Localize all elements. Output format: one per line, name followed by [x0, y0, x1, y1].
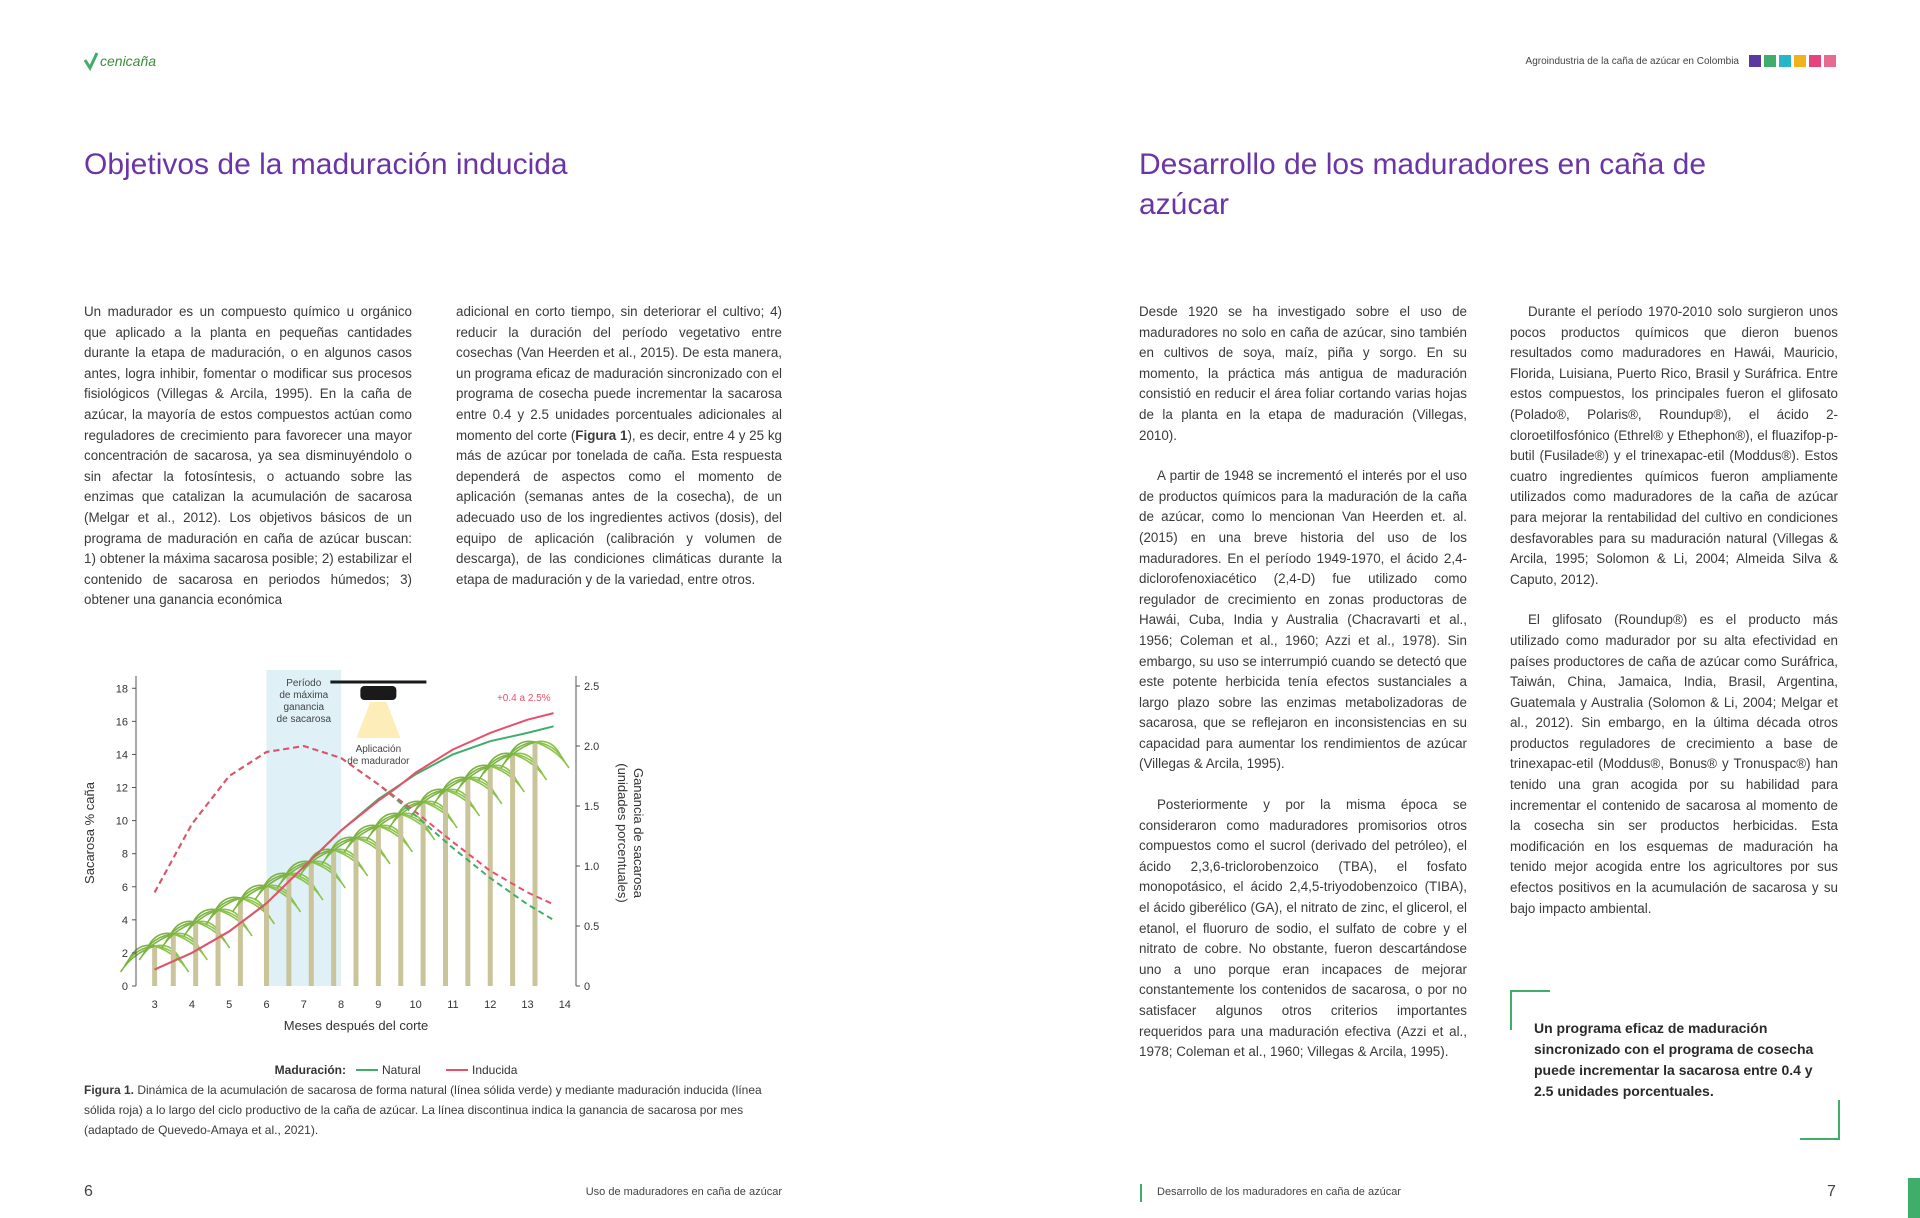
period-annotation: ganancia	[283, 702, 325, 713]
x-tick-label: 4	[188, 999, 195, 1011]
y2-tick-label: 0	[584, 981, 591, 993]
swatch	[1809, 55, 1821, 67]
swatch	[1764, 55, 1776, 67]
footer-title: Uso de maduradores en caña de azúcar	[585, 1186, 782, 1198]
cane-leaf	[490, 766, 524, 792]
y2-label-line: (unidades porcentuales)	[615, 763, 630, 903]
legend-label: Inducida	[472, 1063, 518, 1077]
page-title-left: Objetivos de la maduración inducida	[84, 148, 568, 181]
pull-quote	[1510, 990, 1840, 1140]
y-tick-label: 0	[121, 981, 128, 993]
sucrose-chart-svg	[84, 660, 784, 1080]
figure-caption	[84, 1080, 784, 1140]
x-tick-label: 12	[484, 999, 497, 1011]
cane-leaf	[378, 826, 408, 846]
corner-tab	[1908, 1178, 1920, 1218]
caption-text: Dinámica de la acumulación de sacarosa de forma natural (línea sólida verde) y mediante maduración inducida (línea sólida roja) a lo largo del ciclo productivo de la caña de azúcar. La línea discontinua indica la ganancia de sacarosa por mes (adaptado de Quevedo-Amaya et al., 2021).	[84, 1083, 762, 1137]
cane-leaf	[356, 838, 386, 858]
cane-leaf	[173, 934, 203, 954]
page-number: 6	[84, 1183, 93, 1200]
legend-label: Natural	[382, 1063, 421, 1077]
cane-leaf	[378, 826, 412, 852]
publication-title: Agroindustria de la caña de azúcar en Colombia	[1525, 55, 1739, 67]
cane-leaf	[513, 754, 547, 780]
y-axis-label: Sacarosa % caña	[82, 782, 97, 884]
footer-accent-bar	[1140, 1184, 1142, 1202]
paragraph	[456, 302, 782, 590]
paragraph: Posteriormente y por la misma época se consideraron como maduradores promisorios otros compuestos como el sucrol (derivado del petróleo), el ácido 2,3,6-triclorobenzoico (TBA), el fosfato monopotásico, el ácido 2,4,5-triyodobenzoico (TIBA), el ácido giberélico (GA), el nitrato de zinc, el glicerol, el etanol, el fluoruro de sodio, el sulfato de cobre y el nitrato de cobre. No obstante, fueron descartándose uno a uno porque eran incapaces de mejorar constantemente los contenidos de sacarosa, o por no satisfacer algunos otros criterios importantes requeridos para una maduración efectiva (Azzi et al., 1978; Coleman et al., 1960; Villegas & Arcila, 1995).	[1139, 797, 1467, 1060]
cane-leaf	[196, 922, 226, 942]
x-tick-label: 11	[447, 999, 459, 1011]
cane-leaf	[218, 910, 252, 936]
y-tick-label: 18	[115, 683, 128, 696]
text-run: adicional en corto tiempo, sin deteriorar el cultivo; 4) reducir la duración del período vegetativo entre cosechas (Van Heerden et al., 2015). De esta manera, un programa eficaz de maduración sincronizado con el programa de cosecha puede incrementar la sacarosa entre 0.4 y 2.5 unidades porcentuales adicionales al momento del corte (	[456, 304, 782, 443]
leaf-check-icon	[84, 52, 98, 70]
cane-leaf	[125, 946, 155, 966]
paragraph: El glifosato (Roundup®) es el producto más utilizado como madurador por su alta efectividad en países productores de caña de azúcar como Suráfrica, Taiwán, China, Jamaica, India, Brasil, Argentina, Guatemala y Australia (Solomon & Li, 2004; Melgar et al., 2012). Sin embargo, en la última década otros productos reguladores de crecimiento a base de trinexapac-etil (Moddus®, Bonus® y Tronuspac®) han tenido una gran acogida por su habilidad para incrementar el contenido de sacarosa al momento de la cosecha sin ser productos herbicidas. Esta modificación en los esquemas de maduración ha tenido mejor acogida entre los agricultores por sus efectos positivos en la acumulación de sacarosa y su bajo impacto ambiental.	[1510, 612, 1838, 916]
cane-leaf	[490, 766, 520, 786]
y2-tick-label: 0.5	[584, 921, 600, 933]
quote-text: Un programa eficaz de maduración sincronizado con el programa de cosecha puede incrementar la sacarosa entre 0.4 y 2.5 unidades porcentuales.	[1534, 1020, 1814, 1099]
paragraph: Un madurador es un compuesto químico u orgánico que aplicado a la planta en pequeñas cantidades durante la etapa de maduración, o en algunos casos antes, logra inhibir, fomentar o modificar sus procesos fisiológicos (Villegas & Arcila, 1995). En la caña de azúcar, la mayoría de estos compuestos actúan como reguladores de crecimiento para favorecer una mayor concentración de sacarosa, ya sea disminuyéndolo o sin afectar la fotosíntesis, o actuando sobre las enzimas que catalizan la acumulación de sacarosa (Melgar et al., 2012). Los objetivos básicos de un programa de maduración en caña de azúcar buscan: 1) obtener la máxima sacarosa posible; 2) estabilizar el contenido de sacarosa en periodos húmedos; 3) obtener una ganancia económica	[84, 304, 412, 608]
page-number: 7	[1827, 1183, 1836, 1200]
right-column-2	[1510, 302, 1838, 939]
cane-leaf	[423, 802, 457, 828]
period-annotation: Período	[286, 678, 322, 689]
swatch	[1824, 55, 1836, 67]
running-header	[1526, 55, 1836, 67]
y2-label-line: Ganancia de sacarosa	[631, 767, 646, 899]
x-tick-label: 5	[226, 999, 233, 1011]
figure-1-chart	[84, 660, 784, 1080]
swatch	[1749, 55, 1761, 67]
cane-leaf	[423, 802, 453, 822]
y-tick-label: 6	[121, 881, 128, 894]
footer-title: Desarrollo de los maduradores en caña de azúcar	[1157, 1186, 1401, 1198]
cane-leaf	[445, 790, 479, 816]
application-annotation: de madurador	[347, 756, 410, 767]
cane-leaf	[535, 742, 569, 768]
left-column-2	[456, 302, 782, 610]
quote-bracket-bottom-right	[1800, 1100, 1840, 1140]
y-tick-label: 10	[115, 815, 128, 828]
x-tick-label: 13	[521, 999, 534, 1011]
x-tick-label: 9	[375, 999, 382, 1011]
y-tick-label: 2	[121, 947, 128, 960]
y-tick-label: 12	[115, 782, 128, 795]
y2-tick-label: 2.5	[584, 681, 600, 693]
drone-icon	[360, 686, 396, 700]
y-tick-label: 4	[121, 914, 128, 927]
cane-leaf	[468, 778, 498, 798]
left-column-1	[84, 302, 412, 631]
y2-tick-label: 2.0	[584, 741, 600, 753]
cane-leaf	[505, 742, 535, 762]
right-column-1	[1139, 302, 1467, 1083]
figure-reference: Figura 1	[575, 427, 628, 443]
x-tick-label: 10	[409, 999, 422, 1011]
cane-leaf	[445, 790, 475, 810]
x-tick-label: 7	[300, 999, 307, 1011]
spray-cone	[356, 702, 400, 738]
paragraph: Durante el período 1970-2010 solo surgieron unos pocos productos químicos que dieron buenos resultados como maduradores en Hawái, Mauricio, Florida, Luisiana, Puerto Rico, Brasil y Suráfrica. Entre estos compuestos, los principales fueron el glifosato (Polado®, Polaris®, Roundup®), el ácido 2-cloroetilfosfónico (Ethrel® y Ethephon®), el fluazifop-p-butil (Fusilade®) y el trinexapac-etil (Moddus®). Estos cuatro ingredientes químicos fueron ampliamente utilizados como maduradores de la caña de azúcar para mejorar la rentabilidad del cultivo en condiciones desfavorables para su maduración natural (Villegas & Arcila, 1995; Solomon & Li, 2004; Almeida Silva & Caputo, 2012).	[1510, 304, 1838, 587]
x-tick-label: 3	[151, 999, 158, 1011]
caption-label: Figura 1.	[84, 1083, 135, 1097]
cane-leaf	[513, 754, 543, 774]
y-tick-label: 8	[121, 848, 128, 861]
x-tick-label: 8	[338, 999, 345, 1011]
y2-axis-label	[615, 763, 646, 902]
y-tick-label: 16	[115, 716, 128, 729]
color-swatches	[1749, 55, 1836, 67]
cane-leaf	[535, 742, 565, 762]
x-tick-label: 6	[263, 999, 270, 1011]
y2-tick-label: 1.0	[584, 861, 600, 873]
period-annotation: de máxima	[279, 690, 329, 701]
cane-leaf	[356, 838, 390, 864]
paragraph: A partir de 1948 se incrementó el interés por el uso de productos químicos para la maduración de la caña de azúcar, como lo mencionan Van Heerden et. al. (2015) en una breve historia del uso de los maduradores. En el período 1949-1970, el ácido 2,4-diclorofenoxiacético (2,4-D) fue utilizado como regulador de crecimiento en zonas productoras de Hawái, Cuba, India y Australia (Chacravarti et al., 1956; Coleman et al., 1960; Azzi et al., 1978). Sin embargo, su uso se interrumpió cuando se detectó que este potente herbicida tenía efectos sustanciales a largo plazo sobre las enzimas metabolizadoras de sacarosa, que se reflejaron en inconsistencias en su capacidad para aumentar los rendimientos de azúcar (Villegas & Arcila, 1995).	[1139, 468, 1467, 772]
x-tick-label: 14	[558, 999, 571, 1011]
cane-leaf	[401, 814, 431, 834]
x-axis-label: Meses después del corte	[283, 1018, 429, 1033]
cenicana-logo	[84, 52, 156, 70]
y-tick-label: 14	[115, 749, 128, 762]
cane-leaf	[468, 778, 502, 804]
logo-text: cenicaña	[100, 53, 157, 69]
swatch	[1794, 55, 1806, 67]
gain-annotation: +0.4 a 2.5%	[496, 692, 551, 704]
application-annotation: Aplicación	[355, 744, 402, 755]
y2-tick-label: 1.5	[584, 801, 600, 813]
swatch	[1779, 55, 1791, 67]
page-title-right: Desarrollo de los maduradores en caña de azúcar	[1139, 148, 1706, 221]
legend-title: Maduración:	[274, 1063, 346, 1077]
paragraph: Desde 1920 se ha investigado sobre el uso de maduradores no solo en caña de azúcar, sino también en cultivos de soya, maíz, piña y sorgo. En su momento, la práctica más antigua de maduración consistió en reducir el área foliar cortando varias hojas de la planta en la etapa de maduración (Villegas, 2010).	[1139, 304, 1467, 443]
period-annotation: de sacarosa	[276, 714, 332, 725]
text-run: ), es decir, entre 4 y 25 kg más de azúcar por tonelada de caña. Esta respuesta dependerá de aspectos como el momento de aplicación (semanas antes de la cosecha), de un adecuado uso de los ingredientes activos (dosis), del equipo de aplicación (calibración y volumen de descarga), de las condiciones climáticas durante la etapa de maduración y de la variedad, entre otros.	[456, 427, 783, 587]
